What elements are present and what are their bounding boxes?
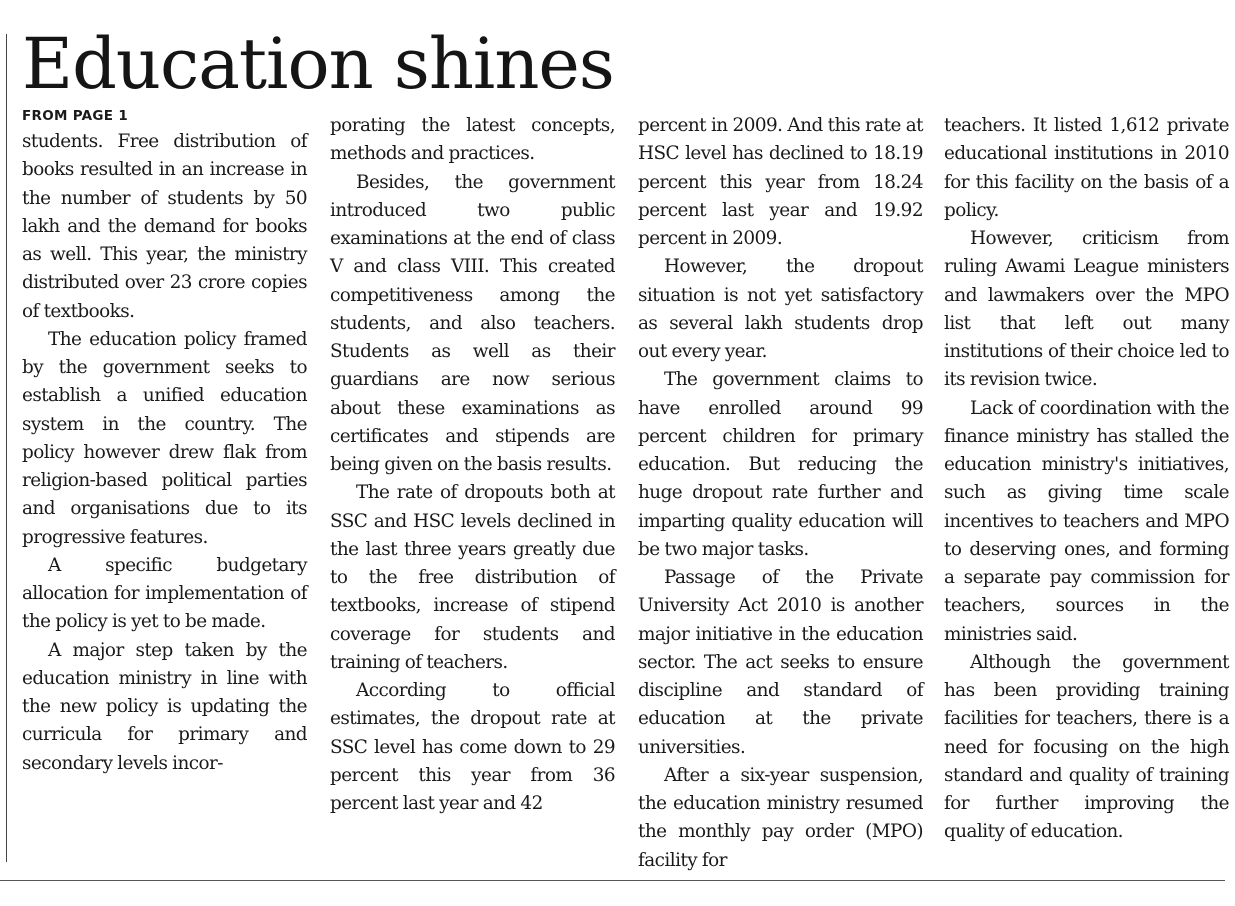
- paragraph: After a six-year suspension, the education ministry resumed the monthly pay order (MPO) facility for: [638, 764, 923, 871]
- paragraph: According to official estimates, the dropout rate at SSC level has come down to 29 percent this year from 36 percent last year and 42: [330, 680, 615, 814]
- paragraph: teachers. It listed 1,612 private educational institutions in 2010 for this facility on the basis of a policy.: [944, 115, 1229, 221]
- article-column-4: [944, 112, 1229, 847]
- paragraph: The rate of dropouts both at SSC and HSC levels declined in the last three years greatly due to the free distribution of textbooks, increase of stipend coverage for students and training of teachers.: [330, 482, 615, 673]
- paragraph: Besides, the government introduced two public examinations at the end of class V and class VIII. This created competitiveness among the students, and also teachers. Students as well as their guardians are now serious about these examinations as certificates and stipends are being given on the basis results.: [330, 171, 615, 475]
- paragraph: A major step taken by the education ministry in line with the new policy is updating the curricula for primary and secondary levels incor-: [22, 639, 307, 774]
- paragraph: students. Free distribution of books resulted in an increase in the number of students by 50 lakh and the demand for books as well. This year, the ministry distributed over 23 crore copies of textbooks.: [22, 131, 307, 322]
- article-column-3: [638, 112, 923, 875]
- bottom-rule: [0, 880, 1225, 881]
- paragraph: Although the government has been providing training facilities for teachers, there is a need for focusing on the high standard and quality of training for further improving the quality of education.: [944, 651, 1229, 843]
- paragraph: The education policy framed by the government seeks to establish a unified education system in the country. The policy however drew flak from religion-based political parties and organisations due to its progressive features.: [22, 328, 307, 548]
- paragraph: A specific budgetary allocation for implementation of the policy is yet to be made.: [22, 554, 307, 633]
- paragraph: percent in 2009. And this rate at HSC level has declined to 18.19 percent this year from 18.24 percent last year and 19.92 percent in 2009.: [638, 115, 923, 249]
- paragraph: The government claims to have enrolled around 99 percent children for primary education. But reducing the huge dropout rate further and imparting quality education will be two major tasks.: [638, 369, 923, 560]
- paragraph: However, the dropout situation is not yet satisfactory as several lakh students drop out every year.: [638, 256, 923, 362]
- left-column-rule: [6, 34, 7, 862]
- article-column-2: [330, 112, 615, 818]
- paragraph: Passage of the Private University Act 2010 is another major initiative in the education sector. The act seeks to ensure discipline and standard of education at the private universities.: [638, 567, 923, 758]
- paragraph: However, criticism from ruling Awami League ministers and lawmakers over the MPO list that left out many institutions of their choice led to its revision twice.: [944, 228, 1229, 391]
- paragraph: Lack of coordination with the finance ministry has stalled the education ministry's initiatives, such as giving time scale incentives to teachers and MPO to deserving ones, and forming a separate pay commission for teachers, sources in the ministries said.: [944, 397, 1229, 645]
- headline: Education shines: [22, 23, 614, 105]
- paragraph: porating the latest concepts, methods and practices.: [330, 115, 615, 165]
- article-column-1: [22, 128, 307, 778]
- from-page-kicker: FROM PAGE 1: [22, 108, 129, 124]
